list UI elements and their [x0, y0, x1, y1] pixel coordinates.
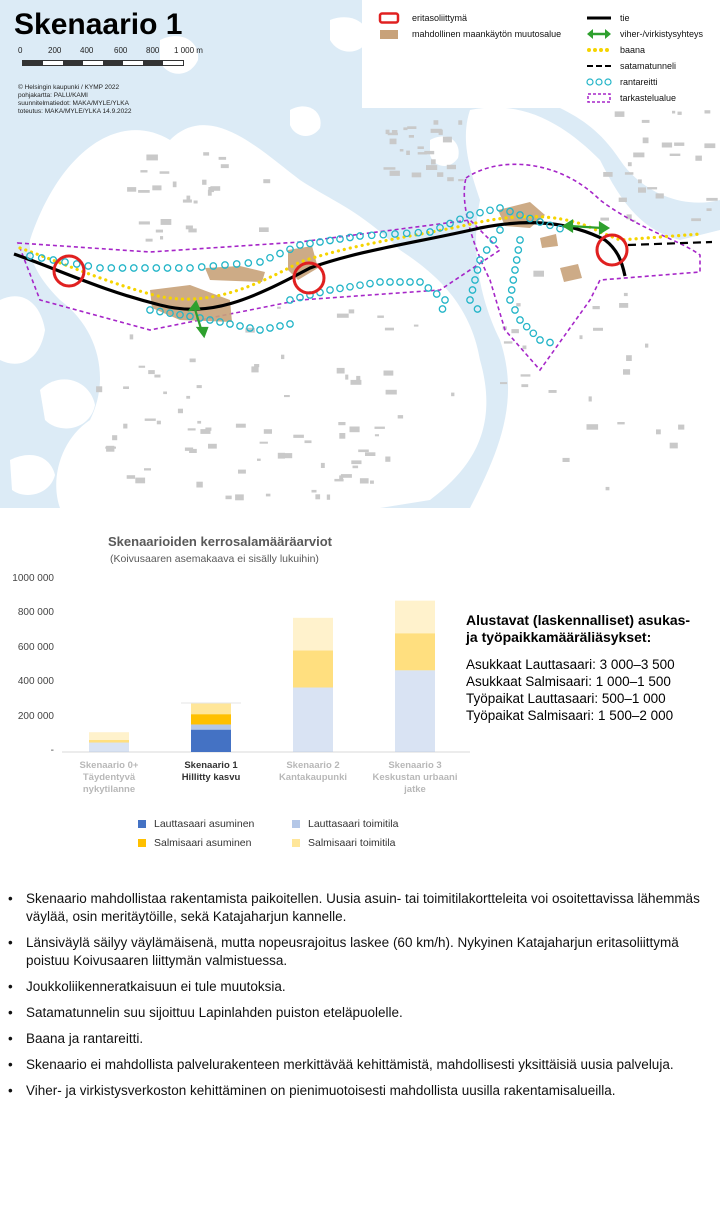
- building-block: [160, 171, 170, 174]
- bullet-item: [8, 1082, 708, 1100]
- building-block: [672, 111, 675, 114]
- building-block: [587, 424, 599, 430]
- building-block: [638, 187, 646, 192]
- building-block: [593, 328, 603, 331]
- legend-baana: [586, 44, 645, 56]
- building-block: [678, 425, 684, 430]
- building-block: [633, 153, 644, 158]
- building-block: [205, 428, 211, 431]
- building-block: [504, 341, 513, 343]
- building-block: [628, 162, 632, 166]
- credit-line: toteutus: MAKA/MYLE/YLKA 14.9.2022: [18, 108, 132, 115]
- building-block: [390, 139, 397, 145]
- building-block: [138, 190, 150, 193]
- category-label-line: Skenaario 2: [286, 760, 340, 771]
- building-block: [257, 459, 261, 461]
- category-label-line: Kantakaupunki: [278, 772, 348, 783]
- building-block: [293, 435, 304, 438]
- building-block: [434, 120, 439, 125]
- scale-label: 600: [114, 46, 128, 55]
- bar-segment: [89, 743, 129, 752]
- bar-segment: [293, 688, 333, 753]
- bar-segment: [395, 670, 435, 752]
- floor-area-chart: [0, 520, 470, 860]
- building-block: [235, 494, 244, 500]
- bullet-item: [8, 978, 708, 996]
- building-block: [360, 478, 369, 483]
- building-block: [500, 382, 507, 384]
- building-block: [278, 453, 285, 459]
- legend-label: viher-/virkistysyhteys: [620, 29, 704, 39]
- building-block: [321, 463, 325, 468]
- building-block: [656, 193, 664, 198]
- rantareitti-marker: [415, 230, 421, 236]
- scale-bar: [18, 44, 208, 74]
- bullet-item: [8, 1004, 708, 1022]
- legend-label: eritasoliittymä: [412, 13, 468, 23]
- info-line: Työpaikat Lauttasaari: 500–1 000: [466, 691, 666, 706]
- rantareitti-marker: [392, 231, 398, 237]
- scenario-bullets: [8, 890, 708, 1108]
- y-tick-label: 400 000: [17, 676, 54, 688]
- building-block: [305, 440, 312, 443]
- scale-label: 200: [48, 46, 62, 55]
- building-block: [642, 120, 650, 123]
- building-block: [160, 236, 163, 239]
- building-block: [339, 433, 345, 439]
- building-block: [437, 172, 443, 177]
- bullet-glyph: •: [8, 1031, 13, 1046]
- chart-legend-item: [138, 837, 251, 849]
- building-block: [414, 325, 419, 327]
- building-block: [623, 369, 630, 375]
- building-block: [226, 496, 232, 500]
- building-block: [156, 230, 163, 233]
- building-block: [563, 458, 570, 462]
- building-block: [312, 490, 317, 493]
- legend-inspection-area: [586, 92, 676, 104]
- building-block: [523, 346, 527, 350]
- building-block: [656, 429, 661, 434]
- chart-legend-item: [292, 818, 398, 830]
- building-block: [178, 409, 183, 414]
- y-tick-label: 1000 000: [12, 573, 54, 584]
- building-block: [678, 112, 682, 115]
- legend-label: Salmisaari toimitila: [308, 837, 396, 849]
- building-block: [154, 375, 160, 378]
- legend-swatch: [138, 820, 146, 828]
- legend-label: Salmisaari asuminen: [154, 837, 252, 849]
- building-block: [385, 328, 394, 331]
- category-label-line: Hillitty kasvu: [181, 772, 241, 783]
- building-block: [638, 179, 642, 183]
- bullet-text: Satamatunnelin suu sijoittuu Lapinlahden puiston eteläpuolelle.: [26, 1005, 403, 1020]
- building-block: [365, 452, 375, 456]
- building-block: [350, 427, 360, 433]
- building-block: [407, 126, 416, 129]
- chart-subtitle: (Koivusaaren asemakaava ei sisälly lukuihin): [110, 553, 319, 565]
- scenario-map: [0, 0, 720, 508]
- building-block: [625, 172, 634, 175]
- bar-segment: [293, 651, 333, 688]
- building-block: [123, 424, 127, 429]
- building-block: [674, 143, 684, 146]
- building-block: [647, 187, 657, 189]
- bullet-text: Länsiväylä säilyy väylämäisenä, mutta nopeusrajoitus laskee (60 km/h). Nykyinen Katajaharjun eritasoliittymä poistuu Koivusaaren liittymän valmistuessa.: [26, 935, 679, 968]
- building-block: [161, 219, 172, 225]
- chart-title: Skenaarioiden kerrosalamääräarviot: [108, 534, 333, 549]
- building-block: [238, 470, 246, 474]
- legend-label: Lauttasaari toimitila: [308, 818, 399, 830]
- building-block: [375, 427, 385, 429]
- info-line: Työpaikat Salmisaari: 1 500–2 000: [466, 708, 674, 723]
- legend-road: [586, 12, 630, 24]
- legend-tunnel: [586, 60, 676, 72]
- building-block: [208, 444, 217, 449]
- bullet-text: Joukkoliikenneratkaisuun ei tule muutoksia.: [26, 979, 286, 994]
- building-block: [511, 329, 519, 333]
- building-block: [370, 481, 374, 484]
- building-block: [521, 374, 531, 376]
- legend-label: Lauttasaari asuminen: [154, 818, 255, 830]
- category-label-line: nykytilanne: [82, 784, 136, 795]
- building-block: [424, 151, 434, 154]
- category-label: [258, 760, 368, 784]
- rantareitti-marker: [404, 230, 410, 236]
- building-block: [351, 380, 362, 385]
- yellow-dots-icon: [586, 44, 612, 56]
- building-block: [418, 146, 424, 149]
- chart-plot: [0, 520, 470, 860]
- building-block: [163, 392, 167, 395]
- bar-segment: [191, 703, 231, 714]
- land-island-small: [40, 379, 95, 428]
- building-block: [145, 419, 156, 421]
- building-block: [146, 239, 153, 242]
- category-label-line: jatke: [404, 784, 426, 795]
- building-block: [670, 154, 681, 156]
- map-legend: [362, 0, 720, 108]
- bullet-item: [8, 1030, 708, 1048]
- info-line: Asukkaat Salmisaari: 1 000–1 500: [466, 674, 671, 689]
- scale-label: 1 000 m: [174, 46, 203, 55]
- building-block: [398, 415, 403, 418]
- building-block: [385, 457, 390, 462]
- bullet-glyph: •: [8, 1005, 13, 1020]
- building-block: [447, 165, 456, 169]
- info-heading: [466, 612, 720, 646]
- building-block: [148, 370, 155, 374]
- chart-legend-item: [138, 818, 254, 830]
- building-block: [157, 421, 161, 425]
- building-block: [375, 434, 379, 436]
- building-block: [260, 442, 268, 444]
- building-block: [349, 309, 355, 313]
- building-block: [624, 293, 628, 296]
- building-block: [146, 155, 158, 161]
- building-block: [96, 386, 102, 392]
- bullet-glyph: •: [8, 1083, 13, 1098]
- building-block: [284, 395, 290, 397]
- building-block: [384, 167, 396, 170]
- building-block: [315, 494, 320, 499]
- info-line: Asukkaat Lauttasaari: 3 000–3 500: [466, 657, 675, 672]
- building-block: [691, 218, 701, 221]
- bullet-item: [8, 1056, 708, 1074]
- building-block: [351, 460, 361, 464]
- rantareitti-marker: [469, 287, 475, 293]
- building-block: [388, 133, 398, 136]
- bar-segment: [395, 633, 435, 670]
- legend-change-area: [378, 28, 561, 40]
- building-block: [208, 190, 212, 196]
- building-block: [409, 135, 414, 138]
- black-line-icon: [586, 12, 612, 24]
- building-block: [190, 359, 196, 363]
- building-block: [259, 227, 269, 232]
- bullet-glyph: •: [8, 891, 13, 906]
- rantareitti-marker: [467, 297, 473, 303]
- bar-segment: [191, 714, 231, 724]
- category-label: [156, 760, 266, 784]
- rantareitti-marker: [467, 212, 473, 218]
- bar-segment: [293, 618, 333, 651]
- building-block: [202, 180, 206, 185]
- building-block: [431, 159, 436, 164]
- building-block: [203, 152, 209, 155]
- building-block: [426, 165, 437, 170]
- bullet-text: Skenaario ei mahdollista palvelurakenteen merkittävää kehittämistä, mahdollisesti yksittäisiä uusia palveluja.: [26, 1057, 674, 1072]
- building-block: [112, 435, 117, 440]
- building-block: [615, 111, 625, 117]
- category-label-line: Skenaario 0+: [79, 760, 139, 771]
- building-block: [390, 171, 400, 176]
- category-label-line: Keskustan urbaani: [372, 772, 458, 783]
- building-block: [451, 393, 454, 397]
- building-block: [439, 130, 443, 135]
- chart-legend-item: [292, 837, 396, 849]
- building-block: [619, 198, 627, 202]
- land-island-bottom: [10, 455, 55, 495]
- land-island-left: [0, 296, 45, 364]
- red-box-icon: [378, 12, 404, 24]
- building-block: [643, 138, 649, 144]
- building-block: [130, 334, 134, 339]
- category-label-line: Skenaario 1: [184, 760, 238, 771]
- building-block: [705, 110, 711, 113]
- scale-graphic: [22, 60, 184, 66]
- building-block: [458, 179, 463, 181]
- building-block: [219, 157, 227, 160]
- building-block: [197, 421, 201, 424]
- y-tick-label: 600 000: [17, 641, 54, 653]
- rantareitti-marker: [474, 306, 480, 312]
- category-label-line: Täydentyvä: [82, 772, 136, 783]
- building-block: [447, 177, 454, 181]
- building-block: [127, 187, 136, 192]
- building-block: [403, 127, 407, 130]
- legend-rantareitti: [586, 76, 658, 88]
- building-block: [188, 229, 196, 233]
- building-block: [603, 172, 612, 177]
- info-heading-line: Alustavat (laskennalliset) asukas-: [466, 612, 691, 628]
- building-block: [377, 316, 384, 318]
- legend-interchange: [378, 12, 467, 24]
- bullet-glyph: •: [8, 935, 13, 950]
- building-block: [662, 143, 672, 148]
- info-heading-line: ja työpaikkamääräliäsykset:: [466, 629, 652, 645]
- legend-label: mahdollinen maankäytön muutosalue: [412, 29, 562, 39]
- cyan-circles-icon: [586, 76, 612, 88]
- building-block: [186, 396, 190, 399]
- bullet-text: Baana ja rantareitti.: [26, 1031, 144, 1046]
- bullet-glyph: •: [8, 1057, 13, 1072]
- building-block: [458, 120, 462, 125]
- building-block: [338, 422, 345, 425]
- building-block: [627, 214, 632, 219]
- building-block: [337, 368, 345, 374]
- green-arrow-icon: [586, 28, 612, 40]
- bar-segment: [191, 730, 231, 752]
- building-block: [196, 482, 202, 488]
- rantareitti-marker: [447, 220, 453, 226]
- scale-label: 800: [146, 46, 160, 55]
- building-block: [533, 271, 544, 277]
- bar-segment: [191, 724, 231, 729]
- building-block: [617, 422, 624, 424]
- building-block: [345, 375, 348, 380]
- tan-area-icon: [378, 28, 404, 40]
- building-block: [106, 446, 114, 452]
- building-block: [589, 396, 592, 401]
- legend-label: tie: [620, 13, 630, 23]
- building-block: [516, 303, 520, 306]
- building-block: [353, 466, 359, 469]
- credit-line: © Helsingin kaupunki / KYMP 2022: [18, 84, 120, 91]
- bullet-text: Viher- ja virkistysverkoston kehittäminen on pienimuotoisesti mahdollista uusilla rakentamisalueilla.: [26, 1083, 616, 1098]
- bar-segment: [89, 740, 129, 743]
- legend-swatch: [292, 839, 300, 847]
- building-block: [144, 468, 151, 470]
- building-block: [183, 200, 192, 203]
- building-block: [549, 390, 557, 393]
- building-block: [221, 164, 229, 168]
- land-lauttasaari: [30, 125, 487, 508]
- building-block: [197, 385, 202, 388]
- scale-label: 0: [18, 46, 23, 55]
- category-label: [54, 760, 164, 796]
- building-block: [358, 450, 369, 453]
- legend-label: satamatunneli: [620, 61, 677, 71]
- building-block: [251, 366, 258, 372]
- category-label-line: Skenaario 3: [388, 760, 442, 771]
- building-block: [384, 371, 394, 376]
- scale-label: 400: [80, 46, 94, 55]
- building-block: [580, 335, 583, 339]
- legend-label: tarkastelualue: [620, 93, 677, 103]
- category-label: [360, 760, 470, 796]
- building-block: [266, 494, 271, 497]
- building-block: [263, 179, 270, 183]
- legend-swatch: [138, 839, 146, 847]
- building-block: [707, 208, 712, 211]
- building-block: [123, 386, 129, 389]
- building-block: [521, 384, 528, 387]
- bar-segment: [395, 601, 435, 634]
- bullet-item: [8, 890, 708, 926]
- map-title: Skenaario 1: [14, 8, 183, 41]
- building-block: [670, 443, 678, 449]
- estimate-info: [466, 612, 720, 724]
- credit-line: pohjakartta: PALU/KAMI: [18, 92, 88, 99]
- y-tick-label: -: [50, 745, 54, 756]
- legend-green-connection: [586, 28, 703, 40]
- legend-swatch: [292, 820, 300, 828]
- building-block: [236, 424, 246, 428]
- building-block: [185, 448, 193, 451]
- building-block: [593, 306, 600, 309]
- building-block: [135, 478, 145, 484]
- building-block: [327, 495, 330, 500]
- dashed-line-icon: [586, 60, 612, 72]
- building-block: [386, 390, 397, 395]
- credit-line: suunnitelmatiedot: MAKA/MYLE/YLKA: [18, 100, 129, 107]
- building-block: [140, 170, 147, 172]
- building-block: [406, 151, 410, 155]
- building-block: [704, 143, 715, 148]
- building-block: [139, 221, 150, 224]
- bullet-text: Skenaario mahdollistaa rakentamista paikoitellen. Uusia asuin- tai toimitilakortteleita voi osoitettavissa lähemmäs väylää, osin meritäytöille, sekä Katajaharjun kannelle.: [26, 891, 700, 924]
- legend-label: baana: [620, 45, 646, 55]
- land-island-top3: [290, 106, 321, 136]
- building-block: [139, 366, 146, 368]
- rantareitti-marker: [472, 277, 478, 283]
- building-block: [277, 307, 281, 309]
- building-block: [173, 182, 177, 188]
- building-block: [619, 303, 628, 308]
- bullet-glyph: •: [8, 979, 13, 994]
- building-block: [412, 173, 422, 178]
- y-tick-label: 200 000: [17, 710, 54, 722]
- building-block: [400, 149, 404, 152]
- bar-segment: [89, 732, 129, 740]
- legend-label: rantareitti: [620, 77, 658, 87]
- building-block: [706, 198, 717, 201]
- building-block: [626, 355, 632, 361]
- building-block: [188, 428, 196, 430]
- bullet-item: [8, 934, 708, 970]
- building-block: [127, 475, 135, 479]
- purple-box-icon: [586, 92, 612, 104]
- building-block: [645, 344, 648, 348]
- building-block: [695, 156, 702, 161]
- building-block: [210, 186, 220, 191]
- building-block: [443, 137, 452, 143]
- building-block: [337, 314, 349, 318]
- y-tick-label: 800 000: [17, 607, 54, 619]
- building-block: [281, 355, 284, 359]
- building-block: [334, 479, 343, 482]
- building-block: [194, 201, 198, 204]
- map-credits: [18, 84, 131, 116]
- building-block: [600, 218, 609, 221]
- building-block: [152, 185, 161, 190]
- building-block: [264, 429, 272, 434]
- building-block: [606, 487, 610, 490]
